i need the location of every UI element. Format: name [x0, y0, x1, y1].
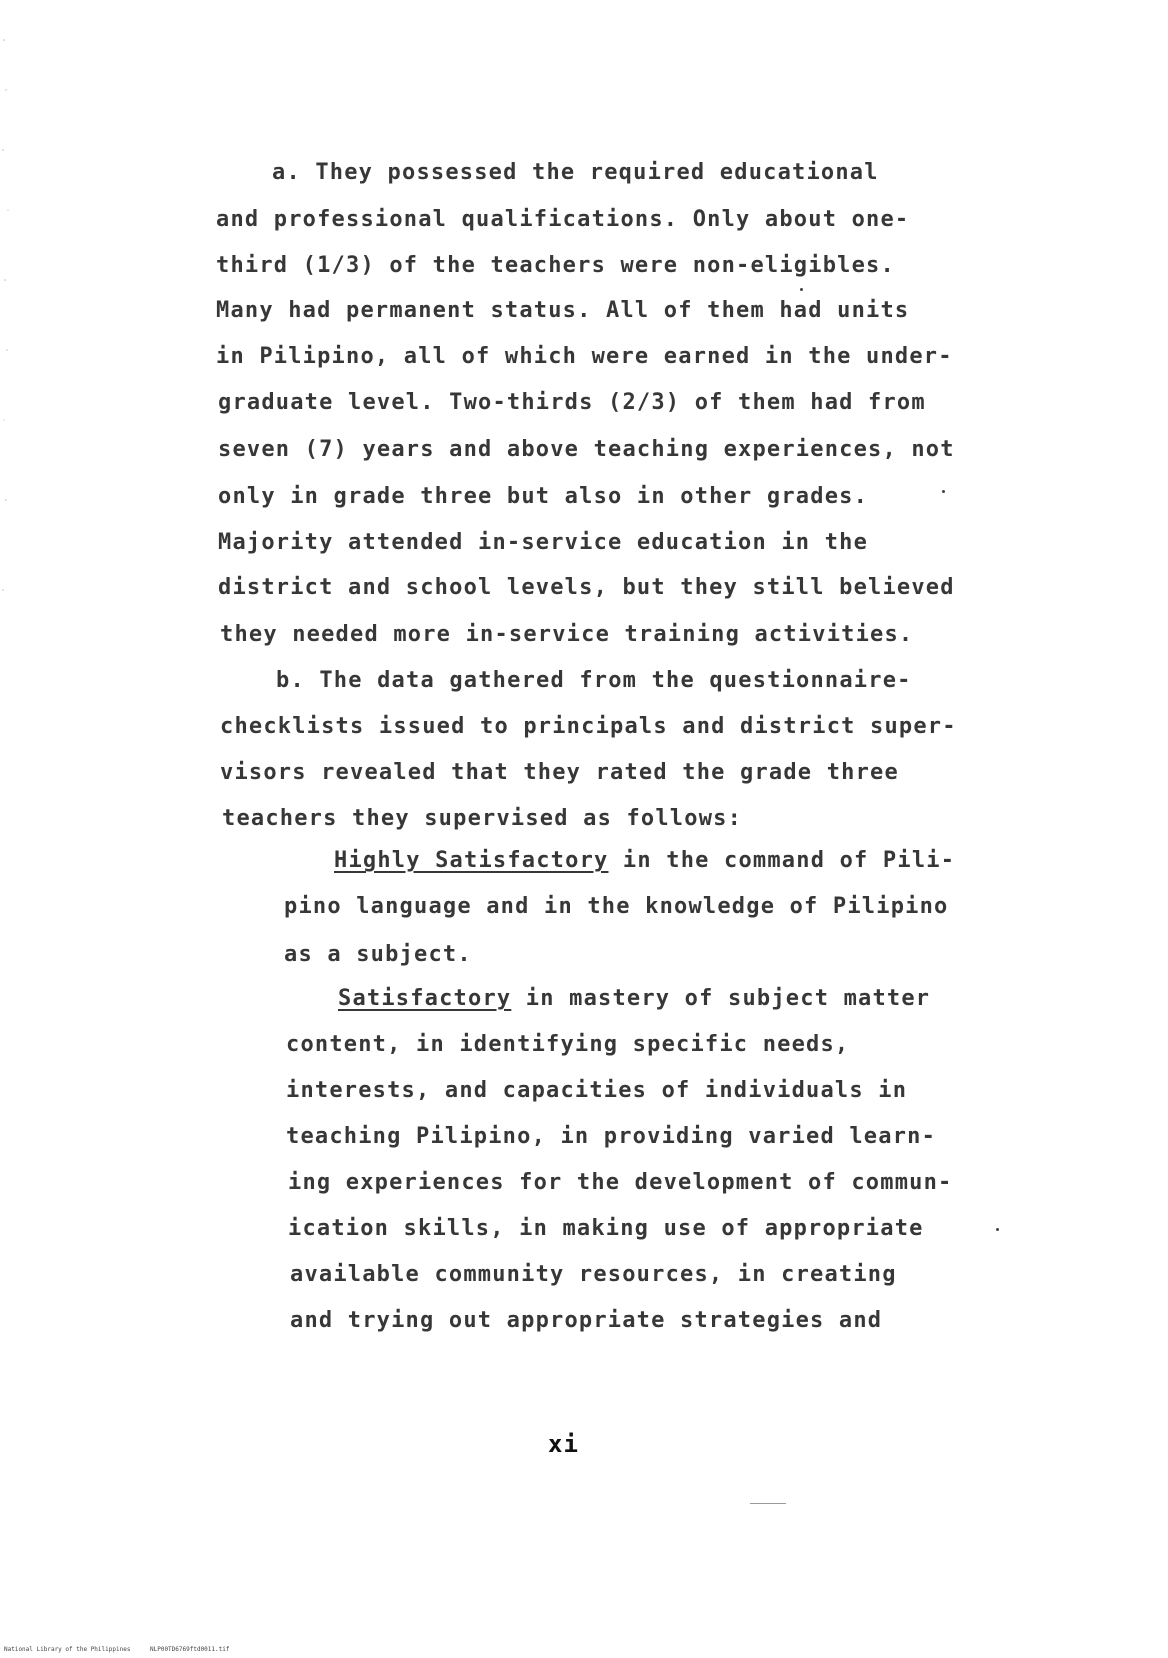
text-line-17: pino language and in the knowledge of Pilipino	[284, 894, 949, 919]
footer-file-name: NLP00TD6769ftd0011.tif	[150, 1646, 230, 1653]
text-line-19-rest: in mastery of subject matter	[511, 986, 931, 1011]
scan-noise	[0, 0, 60, 700]
text-line-20: content, in identifying specific needs,	[286, 1032, 850, 1057]
text-line-25: available community resources, in creating	[290, 1262, 897, 1287]
text-line-24: ication skills, in making use of appropriate	[288, 1216, 924, 1241]
text-line-23: ing experiences for the development of commun-	[288, 1170, 953, 1195]
text-line-9: Majority attended in-service education in the	[218, 530, 869, 555]
text-line-4: Many had permanent status. All of them had units	[216, 298, 910, 323]
text-line-14: visors revealed that they rated the grade three	[220, 760, 899, 785]
text-line-1: a. They possessed the required educational	[272, 160, 879, 185]
text-line-22: teaching Pilipino, in providing varied learn-	[286, 1124, 937, 1149]
text-line-10: district and school levels, but they still believed	[218, 575, 955, 600]
footer-library-credit: National Library of the Philippines	[4, 1646, 131, 1653]
page-number: xi	[548, 1430, 579, 1458]
text-line-3: third (1/3) of the teachers were non-eligibles.	[216, 253, 895, 278]
scan-speck	[942, 490, 945, 493]
text-line-16	[334, 848, 955, 873]
text-line-26: and trying out appropriate strategies and	[290, 1308, 883, 1333]
text-line-16-rest: in the command of Pili-	[608, 848, 956, 873]
text-line-18: as a subject.	[284, 942, 472, 967]
text-line-7: seven (7) years and above teaching experiences, not	[218, 437, 955, 462]
text-line-11: they needed more in-service training activities.	[220, 622, 914, 647]
scan-mark	[750, 1503, 786, 1504]
text-line-6: graduate level. Two-thirds (2/3) of them had from	[218, 390, 926, 415]
scan-speck	[996, 1228, 999, 1231]
scan-speck	[800, 288, 803, 291]
text-line-19	[338, 986, 930, 1011]
text-line-13: checklists issued to principals and district super-	[220, 714, 957, 739]
text-line-21: interests, and capacities of individuals in	[286, 1078, 908, 1103]
text-line-8: only in grade three but also in other grades.	[218, 484, 869, 509]
underlined-term-satisfactory: Satisfactory	[338, 986, 512, 1011]
text-line-2: and professional qualifications. Only about one-	[216, 207, 910, 232]
underlined-term-highly-satisfactory: Highly Satisfactory	[334, 848, 609, 873]
text-line-15: teachers they supervised as follows:	[222, 806, 743, 831]
text-line-5: in Pilipino, all of which were earned in the under-	[216, 344, 953, 369]
text-line-12: b. The data gathered from the questionnaire-	[276, 668, 912, 693]
